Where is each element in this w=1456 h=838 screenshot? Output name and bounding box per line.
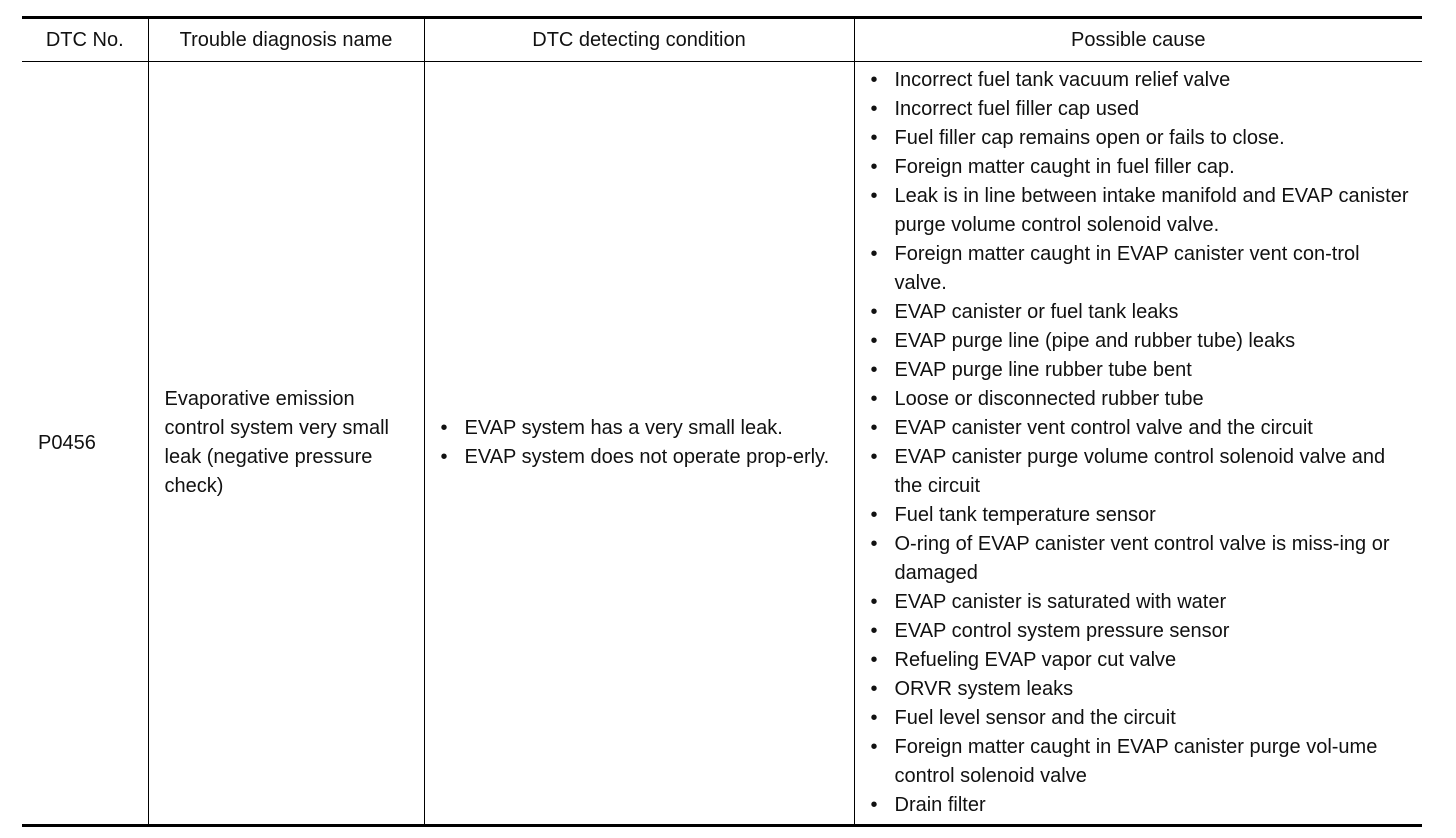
possible-cause-item: • Drain filter	[867, 791, 1417, 820]
possible-cause-item: • Foreign matter caught in EVAP canister purge vol-ume control solenoid valve	[867, 733, 1417, 791]
possible-cause-item: • Incorrect fuel filler cap used	[867, 95, 1417, 124]
possible-cause-item: • EVAP canister vent control valve and the circuit	[867, 414, 1417, 443]
possible-cause-item: • O-ring of EVAP canister vent control valve is miss-ing or damaged	[867, 530, 1417, 588]
table-body	[22, 62, 1422, 826]
possible-cause-item: • EVAP canister or fuel tank leaks	[867, 298, 1417, 327]
header-dtc-no: DTC No.	[45, 28, 124, 51]
possible-cause-item: • Fuel tank temperature sensor	[867, 501, 1417, 530]
header-dtc-detecting-condition: DTC detecting condition	[424, 18, 854, 62]
possible-cause-item: • EVAP canister is saturated with water	[867, 588, 1417, 617]
possible-cause-item: • Fuel level sensor and the circuit	[867, 704, 1417, 733]
possible-cause-item: • Foreign matter caught in EVAP canister vent con-trol valve.	[867, 240, 1417, 298]
header-trouble-diagnosis-name: Trouble diagnosis name	[148, 18, 424, 62]
possible-cause-item: • Foreign matter caught in fuel filler cap.	[867, 153, 1417, 182]
table-header	[22, 18, 1422, 62]
possible-cause-item: • Leak is in line between intake manifold and EVAP canister purge volume control solenoid valve.	[867, 182, 1417, 240]
possible-cause-item: • EVAP canister purge volume control solenoid valve and the circuit	[867, 443, 1417, 501]
possible-cause-item: • EVAP purge line rubber tube bent	[867, 356, 1417, 385]
dtc-number-cell: P0456	[38, 431, 96, 454]
dtc-table	[22, 16, 1422, 827]
diagnosis-name-cell: Evaporative emission control system very small leak (negative pressure check)	[148, 62, 424, 826]
possible-cause-item: • ORVR system leaks	[867, 675, 1417, 704]
possible-cause-cell	[854, 62, 1422, 826]
detecting-condition-item: • EVAP system has a very small leak.	[437, 414, 848, 443]
possible-cause-item: • Incorrect fuel tank vacuum relief valve	[867, 66, 1417, 95]
possible-cause-item: • Refueling EVAP vapor cut valve	[867, 646, 1417, 675]
table-row	[22, 62, 1422, 826]
header-possible-cause: Possible cause	[854, 18, 1422, 62]
possible-cause-item: • Loose or disconnected rubber tube	[867, 385, 1417, 414]
possible-cause-item: • EVAP purge line (pipe and rubber tube) leaks	[867, 327, 1417, 356]
header-row	[22, 18, 1422, 62]
possible-cause-item: • Fuel filler cap remains open or fails to close.	[867, 124, 1417, 153]
possible-cause-list	[867, 66, 1417, 820]
detecting-condition-item: • EVAP system does not operate prop-erly.	[437, 443, 848, 472]
detecting-condition-cell	[424, 62, 854, 826]
detecting-condition-list	[437, 414, 848, 472]
possible-cause-item: • EVAP control system pressure sensor	[867, 617, 1417, 646]
